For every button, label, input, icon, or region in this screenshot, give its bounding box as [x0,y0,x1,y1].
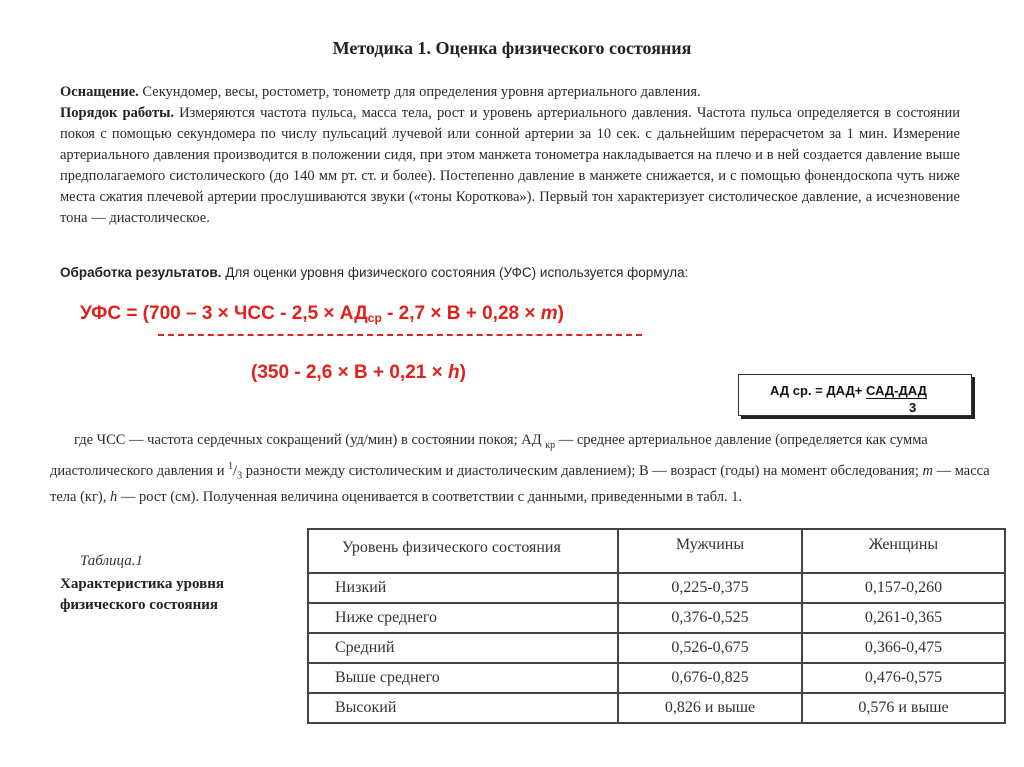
table-cell: Выше среднего [308,663,618,693]
formula-variable-m: m [540,303,558,324]
ad-box-denominator: 3 [909,400,917,415]
table-cell: Низкий [308,573,618,603]
legend-text: — среднее артериальное давление (определяется как сумма диастолического давления и [50,432,928,479]
fraction-sub: 3 [237,470,243,482]
table-cell: 0,526-0,675 [618,633,802,663]
table-row [308,693,1005,723]
formula-subscript: ср [367,311,382,325]
fraction-dashed-line [158,334,642,336]
table-row [308,663,1005,693]
legend-text: — масса тела (кг), [50,462,990,505]
formula-denominator-part: (350 - 2,6 × В + 0,21 × [251,362,448,383]
table-caption-number: Таблица.1 [80,553,143,569]
equipment-text: Секундомер, весы, ростометр, тонометр для определения уровня артериального давления. [138,84,701,100]
processing-paragraph [60,262,960,283]
table-cell: 0,476-0,575 [802,663,1005,693]
procedure-paragraph [60,103,960,229]
fraction-sup: 1 [228,460,234,472]
table-cell: Ниже среднего [308,603,618,633]
legend-text: разности между систолическим и диастолическим давлением); В — возраст (годы) на момент обследования; [242,462,923,479]
formula-numerator-part: УФС = (700 – 3 × ЧСС - 2,5 × АД [80,303,368,324]
table-cell: Высокий [308,693,618,723]
table-cell: Средний [308,633,618,663]
table-cell: 0,376-0,525 [618,603,802,633]
legend-text: — рост (см). Полученная величина оценивается в соответствии с данными, приведенными в табл. 1. [117,488,743,505]
header-women: Женщины [868,536,939,553]
processing-text: Для оценки уровня физического состояния (УФС) используется формула: [221,265,689,280]
legend-var-h: h [109,488,118,505]
legend-text: где ЧСС — частота сердечных сокращений (уд/мин) в состоянии покоя; АД [74,432,546,448]
table-cell: 0,366-0,475 [802,633,1005,663]
table-cell: 0,225-0,375 [618,573,802,603]
ad-box-numerator: САД-ДАД [865,383,927,398]
table-header-cell [802,529,1005,573]
processing-label: Обработка результатов. [60,265,222,280]
formula-denominator-part: ) [459,362,466,383]
page-title: Методика 1. Оценка физического состояния [332,38,692,58]
header-men: Мужчины [675,536,745,553]
legend-paragraph [50,430,998,508]
table-cell: 0,261-0,365 [802,603,1005,633]
table-cell: 0,826 и выше [618,693,802,723]
table-header-cell [618,529,802,573]
equipment-label: Оснащение. [60,84,139,100]
table-caption-title: Характеристика уровня физического состояния [60,576,224,613]
procedure-label: Порядок работы. [60,105,175,121]
formula-numerator-part: ) [557,303,564,324]
legend-subscript: кр [545,439,556,451]
fraction-slash: / [233,462,238,479]
legend-var-m: m [922,462,933,479]
procedure-text: Измеряются частота пульса, масса тела, рост и уровень артериального давления. Частота пульса определяется в состоянии покоя с помощью секундомера по числу пульсаций лучевой или сонной артерии за 10 сек. с дальнейшим перерасчетом за 1 мин. Измерение артериального давления производится в положении сидя, при этом манжета тонометра накладывается на плечо и в ней создается давление выше предполагаемого систолического (до 140 мм рт. ст. и более). Постепенно давление в манжете снижается, и с помощью фонендоскопа чуть ниже места сжатия плечевой артерии прослушиваются звуки («тоны Короткова»). Первый тон характеризует систолическое давление, а исчезновение тона — диастолическое. [60,105,960,226]
table-row [308,633,1005,663]
equipment-paragraph [60,82,960,103]
formula-variable-h: h [448,362,460,383]
table-row [308,573,1005,603]
table-row [308,603,1005,633]
formula-numerator [80,303,564,325]
fitness-level-table [307,528,1006,724]
table-header-cell [308,529,618,573]
mean-pressure-formula-box [738,374,972,416]
formula-denominator [251,362,466,384]
table-cell: 0,157-0,260 [802,573,1005,603]
table-header-row [308,529,1005,573]
formula-numerator-part: - 2,7 × В + 0,28 × [381,303,541,324]
header-level: Уровень физического состояния [342,539,561,556]
ad-box-prefix: АД ср. = ДАД+ [770,383,866,398]
table-cell: 0,676-0,825 [618,663,802,693]
table-cell: 0,576 и выше [802,693,1005,723]
